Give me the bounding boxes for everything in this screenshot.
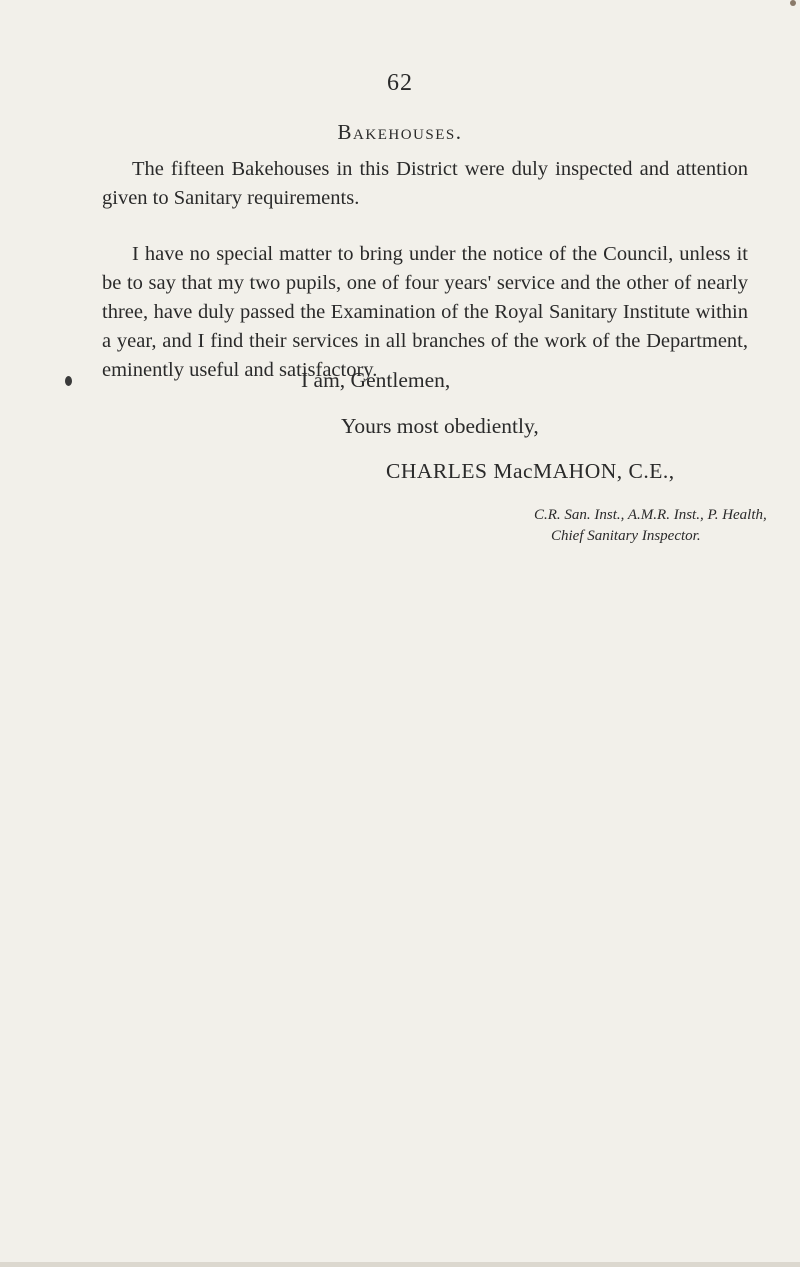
section-heading: Bakehouses. — [337, 120, 463, 144]
signature: CHARLES MacMAHON, C.E., — [386, 459, 675, 483]
salutation: I am, Gentlemen, — [301, 368, 451, 392]
credentials: C.R. San. Inst., A.M.R. Inst., P. Health, — [534, 507, 767, 523]
valediction: Yours most obediently, — [341, 414, 539, 438]
paragraph-pupils: I have no special matter to bring under the notice of the Council, unless it be to say that my two pupils, one of four years' service and the other of nearly three, have duly passed the Examination of the Royal Sanitary Institute within a year, and I find their services in all branches of the work of the Department, eminently useful and satisfactory. — [102, 243, 748, 381]
page-number: 62 — [387, 70, 413, 96]
paragraph-bakehouses: The fifteen Bakehouses in this District were duly inspected and attention given to Sanitary requirements. — [102, 158, 748, 209]
page-bottom-edge — [0, 1262, 800, 1267]
job-title: Chief Sanitary Inspector. — [551, 528, 701, 544]
paper-mark — [790, 0, 796, 6]
margin-ink-spot — [65, 376, 72, 386]
